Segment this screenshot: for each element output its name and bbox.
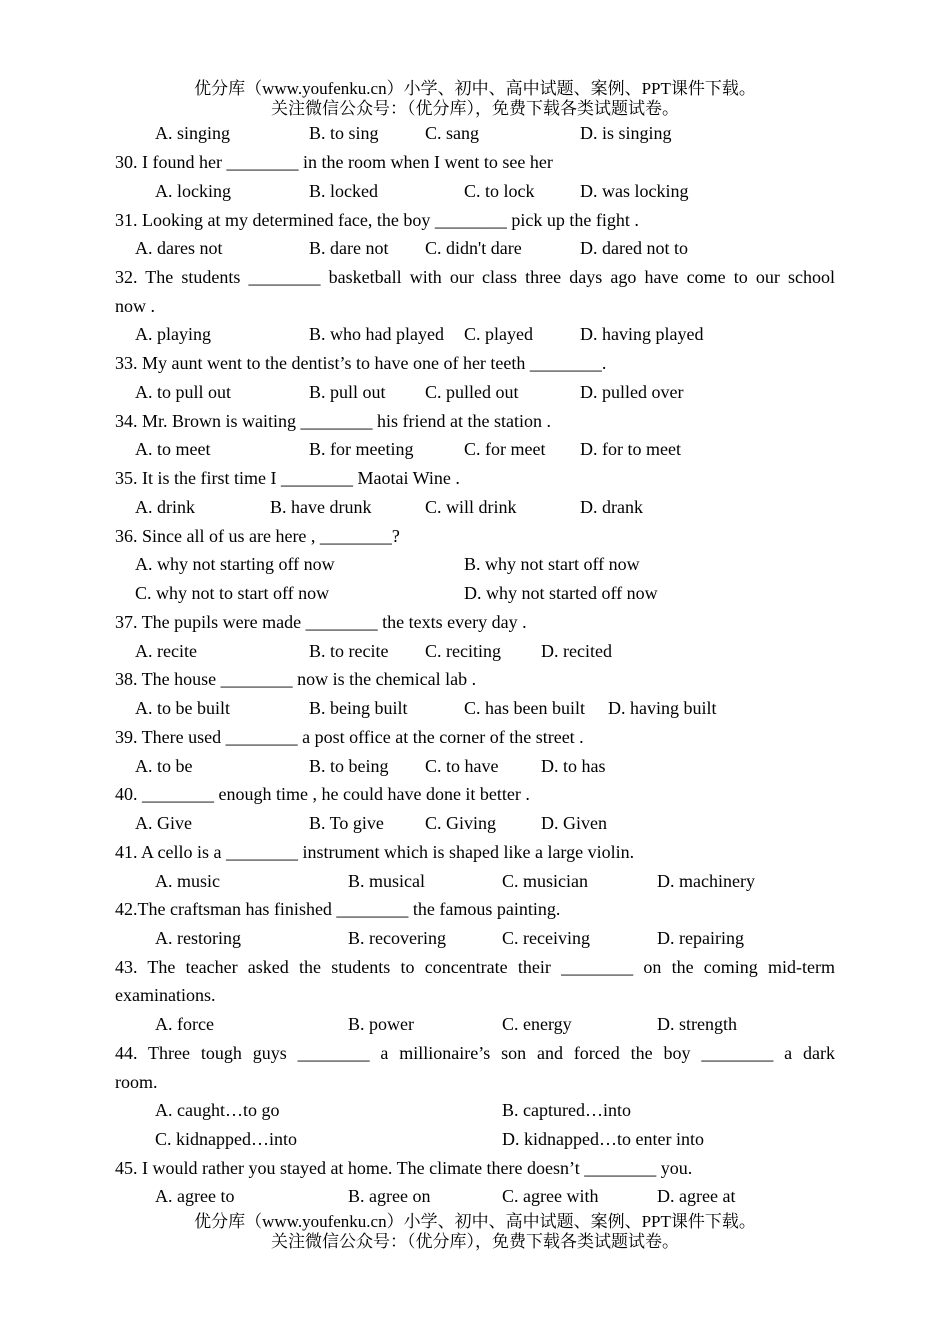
- q32-option-a: A. playing: [135, 324, 211, 344]
- q45-option-d: D. agree at: [657, 1186, 736, 1206]
- footer-line-2: 关注微信公众号：（优分库），免费下载各类试题试卷。: [271, 1232, 679, 1251]
- q37-option-c: C. reciting: [425, 641, 501, 661]
- q43-option-b: B. power: [348, 1014, 414, 1034]
- q33-option-c: C. pulled out: [425, 382, 519, 402]
- q30-option-d: D. was locking: [580, 181, 689, 201]
- q30-option-c: C. to lock: [464, 181, 535, 201]
- q40-option-b: B. To give: [309, 813, 384, 833]
- q44-stem-line-2: room.: [115, 1072, 158, 1092]
- q36-option-a: A. why not starting off now: [135, 554, 335, 574]
- q40-option-d: D. Given: [541, 813, 607, 833]
- q41-option-d: D. machinery: [657, 871, 755, 891]
- q38-stem: 38. The house ________ now is the chemical lab .: [115, 669, 477, 689]
- q33-option-b: B. pull out: [309, 382, 386, 402]
- q44-option-b: B. captured…into: [502, 1100, 631, 1120]
- q30-option-a: A. locking: [155, 181, 231, 201]
- q45-option-b: B. agree on: [348, 1186, 431, 1206]
- q36-option-b: B. why not start off now: [464, 554, 640, 574]
- q40-option-c: C. Giving: [425, 813, 497, 833]
- q37-stem: 37. The pupils were made ________ the texts every day .: [115, 612, 527, 632]
- q35-option-b: B. have drunk: [270, 497, 372, 517]
- q40-stem: 40. ________ enough time , he could have done it better .: [115, 784, 530, 804]
- q38-option-d: D. having built: [608, 698, 717, 718]
- q44-stem-line-1: 44. Three tough guys ________ a millionaire’s son and forced the boy ________ a dark: [115, 1043, 835, 1063]
- q33-option-a: A. to pull out: [135, 382, 232, 402]
- q37-option-a: A. recite: [135, 641, 197, 661]
- q34-option-b: B. for meeting: [309, 439, 414, 459]
- q34-stem: 34. Mr. Brown is waiting ________ his friend at the station .: [115, 411, 551, 431]
- q35-option-d: D. drank: [580, 497, 643, 517]
- q42-stem: 42.The craftsman has finished ________ the famous painting.: [115, 899, 561, 919]
- q40-option-a: A. Give: [135, 813, 192, 833]
- q35-option-c: C. will drink: [425, 497, 517, 517]
- q37-option-b: B. to recite: [309, 641, 389, 661]
- header-line-1: 优分库（www.youfenku.cn）小学、初中、高中试题、案例、PPT课件下载。: [194, 79, 756, 98]
- q44-option-a: A. caught…to go: [155, 1100, 280, 1120]
- q32-option-d: D. having played: [580, 324, 704, 344]
- q30-stem: 30. I found her ________ in the room when I went to see her: [115, 152, 553, 172]
- q39-option-d: D. to has: [541, 756, 606, 776]
- q42-option-d: D. repairing: [657, 928, 744, 948]
- q36-stem: 36. Since all of us are here , ________?: [115, 526, 400, 546]
- q41-option-c: C. musician: [502, 871, 588, 891]
- q38-option-c: C. has been built: [464, 698, 585, 718]
- q31-option-d: D. dared not to: [580, 238, 688, 258]
- q33-stem: 33. My aunt went to the dentist’s to have one of her teeth ________.: [115, 353, 607, 373]
- q35-option-a: A. drink: [135, 497, 195, 517]
- q45-option-a: A. agree to: [155, 1186, 235, 1206]
- q29-option-d: D. is singing: [580, 123, 672, 143]
- q39-stem: 39. There used ________ a post office at the corner of the street .: [115, 727, 584, 747]
- q31-option-a: A. dares not: [135, 238, 223, 258]
- footer-line-1: 优分库（www.youfenku.cn）小学、初中、高中试题、案例、PPT课件下载。: [194, 1212, 756, 1231]
- q43-option-d: D. strength: [657, 1014, 737, 1034]
- header-line-2: 关注微信公众号：（优分库），免费下载各类试题试卷。: [271, 99, 679, 118]
- q31-option-b: B. dare not: [309, 238, 389, 258]
- q39-option-a: A. to be: [135, 756, 193, 776]
- q38-option-b: B. being built: [309, 698, 408, 718]
- q36-option-c: C. why not to start off now: [135, 583, 330, 603]
- q35-stem: 35. It is the first time I ________ Maotai Wine .: [115, 468, 460, 488]
- q41-option-a: A. music: [155, 871, 220, 891]
- q30-option-b: B. locked: [309, 181, 378, 201]
- q39-option-b: B. to being: [309, 756, 389, 776]
- q43-option-c: C. energy: [502, 1014, 572, 1034]
- q32-stem-line-1: 32. The students ________ basketball with our class three days ago have come to our school: [115, 267, 835, 287]
- q43-stem-line-1: 43. The teacher asked the students to concentrate their ________ on the coming mid-term: [115, 957, 835, 977]
- q39-option-c: C. to have: [425, 756, 499, 776]
- q38-option-a: A. to be built: [135, 698, 230, 718]
- q44-option-d: D. kidnapped…to enter into: [502, 1129, 704, 1149]
- q36-option-d: D. why not started off now: [464, 583, 658, 603]
- q34-option-a: A. to meet: [135, 439, 211, 459]
- q32-option-b: B. who had played: [309, 324, 444, 344]
- q44-option-c: C. kidnapped…into: [155, 1129, 297, 1149]
- q45-stem: 45. I would rather you stayed at home. The climate there doesn’t ________ you.: [115, 1158, 693, 1178]
- q42-option-c: C. receiving: [502, 928, 590, 948]
- q29-option-c: C. sang: [425, 123, 479, 143]
- q29-option-b: B. to sing: [309, 123, 379, 143]
- q32-stem-line-2: now .: [115, 296, 155, 316]
- q31-stem: 31. Looking at my determined face, the boy ________ pick up the fight .: [115, 210, 639, 230]
- q37-option-d: D. recited: [541, 641, 612, 661]
- q33-option-d: D. pulled over: [580, 382, 684, 402]
- q42-option-a: A. restoring: [155, 928, 241, 948]
- q41-stem: 41. A cello is a ________ instrument which is shaped like a large violin.: [115, 842, 635, 862]
- q43-option-a: A. force: [155, 1014, 214, 1034]
- q32-option-c: C. played: [464, 324, 533, 344]
- q42-option-b: B. recovering: [348, 928, 446, 948]
- q34-option-d: D. for to meet: [580, 439, 681, 459]
- q45-option-c: C. agree with: [502, 1186, 599, 1206]
- q41-option-b: B. musical: [348, 871, 425, 891]
- q31-option-c: C. didn't dare: [425, 238, 522, 258]
- q43-stem-line-2: examinations.: [115, 985, 216, 1005]
- q29-option-a: A. singing: [155, 123, 231, 143]
- q34-option-c: C. for meet: [464, 439, 546, 459]
